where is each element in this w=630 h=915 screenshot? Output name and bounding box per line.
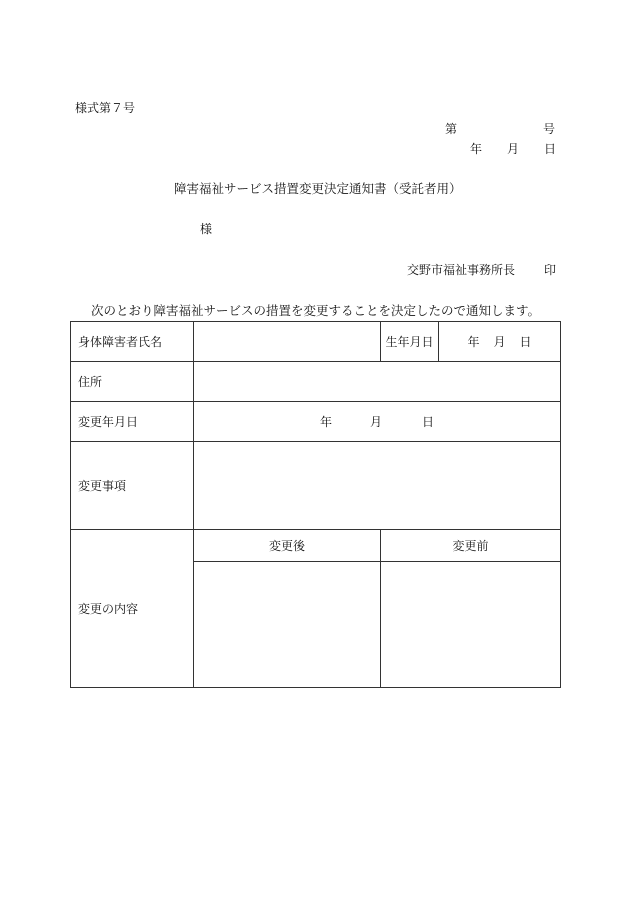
- name-label: 身体障害者氏名: [71, 322, 194, 362]
- before-label: 変更前: [381, 530, 561, 562]
- change-date-value-cell[interactable]: [194, 402, 561, 442]
- change-day: 日: [422, 415, 435, 429]
- birthdate-value-cell[interactable]: [439, 322, 561, 362]
- birth-day: 日: [519, 335, 532, 349]
- address-label: 住所: [71, 362, 194, 402]
- issue-date-day: 日: [544, 142, 557, 156]
- change-month: 月: [369, 415, 382, 429]
- after-label: 変更後: [194, 530, 381, 562]
- issue-date-year: 年: [470, 142, 483, 156]
- change-items-value-cell[interactable]: [194, 442, 561, 530]
- doc-number-suffix: 号: [543, 122, 556, 136]
- addressee-suffix: 様: [200, 222, 213, 236]
- table-row-change-date: [71, 402, 561, 442]
- notification-table: [70, 321, 561, 688]
- issue-date-month: 月: [507, 142, 520, 156]
- after-value-cell[interactable]: [194, 562, 381, 688]
- before-value-cell[interactable]: [381, 562, 561, 688]
- table-row-change-items: [71, 442, 561, 530]
- birth-year: 年: [467, 335, 480, 349]
- intro-text: 次のとおり障害福祉サービスの措置を変更することを決定したので通知します。: [91, 303, 541, 318]
- change-year: 年: [319, 415, 332, 429]
- doc-number-prefix: 第: [445, 122, 458, 136]
- name-value-cell[interactable]: [194, 322, 381, 362]
- table-row-address: [71, 362, 561, 402]
- table-row-name: [71, 322, 561, 362]
- form-number: 様式第７号: [75, 101, 136, 115]
- change-date-label: 変更年月日: [71, 402, 194, 442]
- table-row-change-content-header: [71, 530, 561, 562]
- seal-mark: 印: [544, 263, 557, 277]
- change-items-label: 変更事項: [71, 442, 194, 530]
- issuer-name: 交野市福祉事務所長: [407, 263, 516, 277]
- address-value-cell[interactable]: [194, 362, 561, 402]
- document-title: 障害福祉サービス措置変更決定通知書（受託者用）: [174, 181, 462, 196]
- birth-month: 月: [493, 335, 506, 349]
- change-content-label: 変更の内容: [71, 530, 194, 688]
- birthdate-label: 生年月日: [381, 322, 439, 362]
